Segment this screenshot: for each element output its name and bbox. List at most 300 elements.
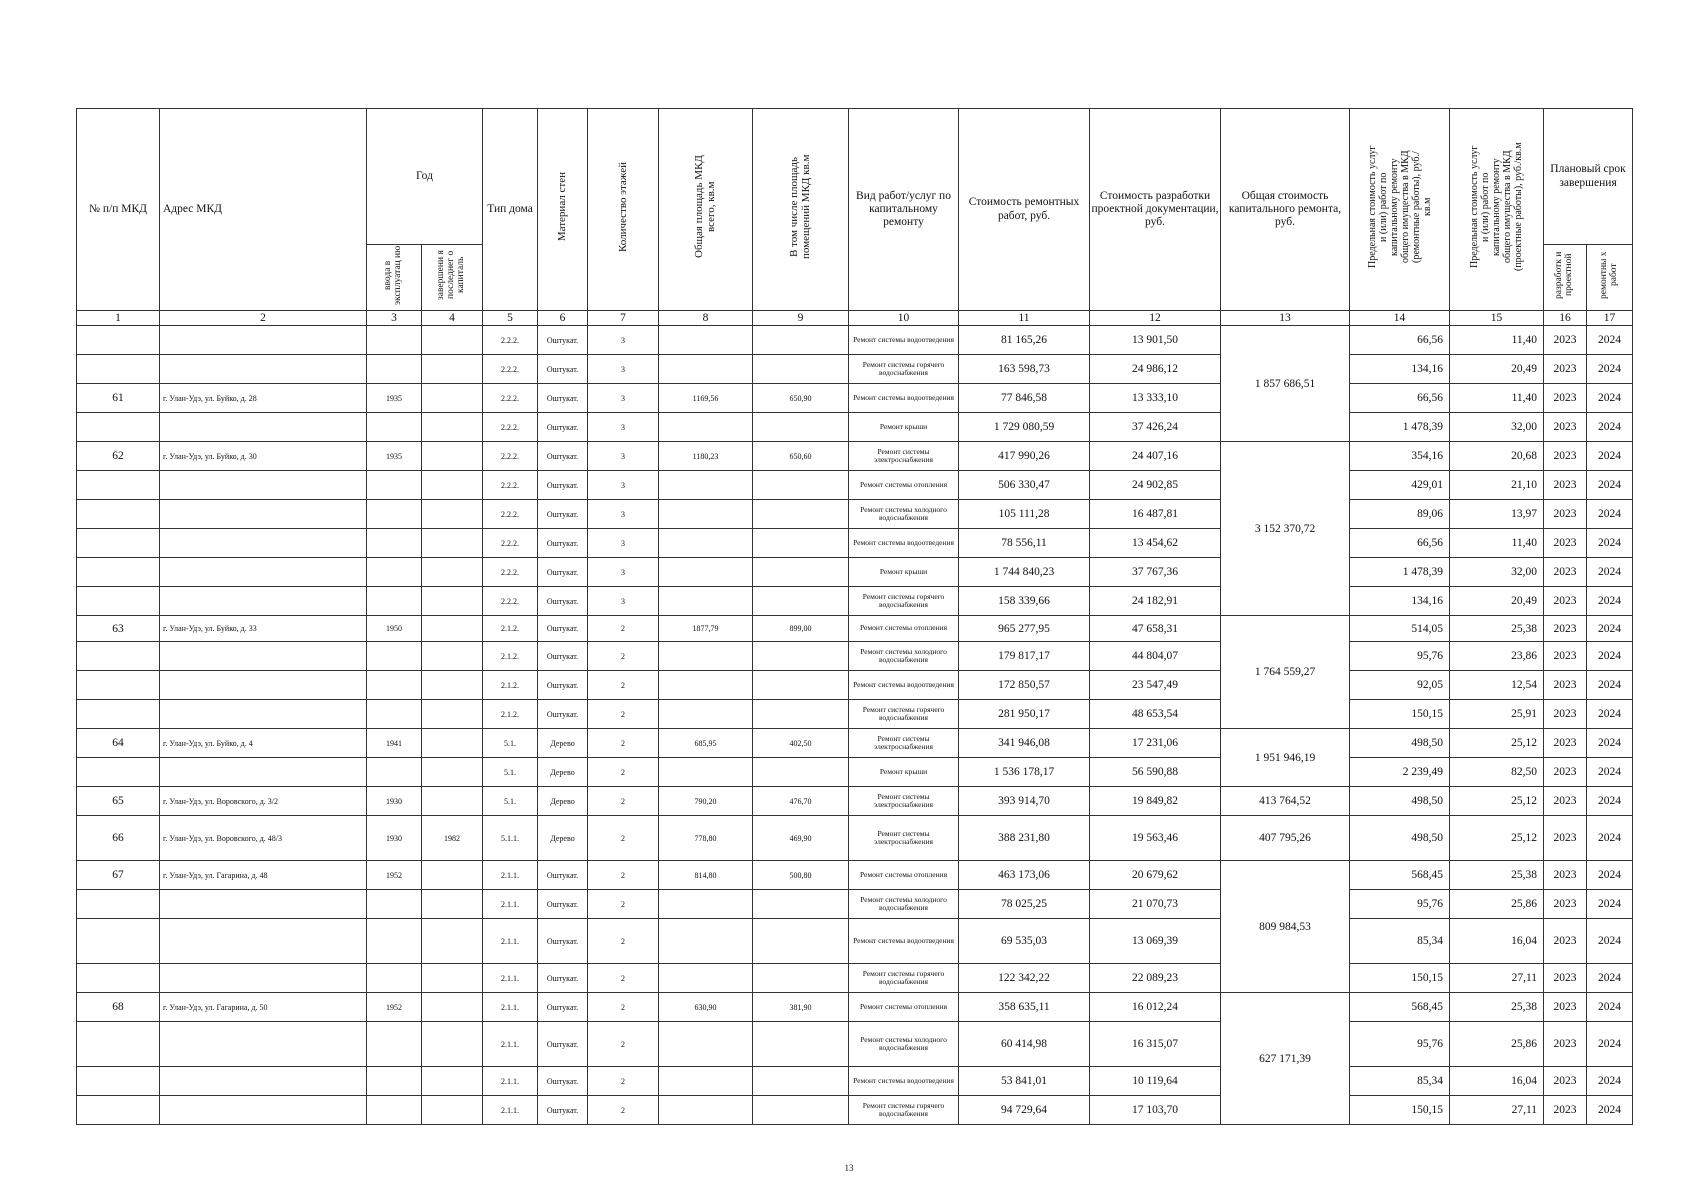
plan-repair-year: 2024 [1587,787,1633,816]
repair-cost: 78 556,11 [959,529,1090,558]
year-last-repair [422,890,483,919]
residential-area: 650,90 [753,384,849,413]
mkd-number: 62 [77,442,160,471]
plan-design-year: 2023 [1544,529,1587,558]
mkd-number [77,1067,160,1096]
residential-area: 899,00 [753,616,849,642]
column-number: 10 [849,311,959,326]
repair-cost: 1 729 080,59 [959,413,1090,442]
address [160,558,367,587]
year-last-repair [422,529,483,558]
house-type: 2.1.1. [483,1067,538,1096]
year-commissioning [367,890,422,919]
limit-repair: 568,45 [1350,861,1450,890]
plan-design-year: 2023 [1544,384,1587,413]
repair-cost: 463 173,06 [959,861,1090,890]
table-row [77,384,1633,413]
mkd-number: 61 [77,384,160,413]
mkd-number [77,500,160,529]
total-area: 790,20 [659,787,753,816]
house-type: 2.2.2. [483,442,538,471]
plan-repair-year: 2024 [1587,413,1633,442]
residential-area [753,587,849,616]
total-cost: 1 764 559,27 [1221,616,1350,729]
total-area [659,1067,753,1096]
work-type: Ремонт системы холодного водоснабжения [849,1022,959,1067]
wall-material: Оштукат. [538,442,588,471]
work-type: Ремонт крыши [849,558,959,587]
plan-design-year: 2023 [1544,326,1587,355]
wall-material: Оштукат. [538,529,588,558]
address [160,326,367,355]
year-commissioning: 1930 [367,816,422,861]
address [160,964,367,993]
year-commissioning [367,642,422,671]
address: г. Улан-Удэ, ул. Буйко, д. 4 [160,729,367,758]
plan-design-year: 2023 [1544,642,1587,671]
limit-repair: 568,45 [1350,993,1450,1022]
header-plan-repair-text: ремонтны х работ [1598,251,1619,299]
total-area: 1877,79 [659,616,753,642]
limit-repair: 150,15 [1350,700,1450,729]
wall-material: Оштукат. [538,890,588,919]
repair-cost: 105 111,28 [959,500,1090,529]
year-last-repair [422,558,483,587]
plan-design-year: 2023 [1544,919,1587,964]
work-type: Ремонт системы горячего водоснабжения [849,964,959,993]
floors: 2 [588,671,659,700]
design-cost: 17 103,70 [1090,1096,1221,1125]
residential-area [753,758,849,787]
house-type: 2.1.2. [483,671,538,700]
table-row [77,993,1633,1022]
floors: 3 [588,326,659,355]
capital-repair-table [76,108,1633,1125]
residential-area: 402,50 [753,729,849,758]
year-last-repair [422,919,483,964]
work-type: Ремонт системы отопления [849,993,959,1022]
house-type: 2.2.2. [483,355,538,384]
header-limit-design [1450,109,1544,311]
plan-repair-year: 2024 [1587,758,1633,787]
total-cost: 627 171,39 [1221,993,1350,1125]
floors: 2 [588,890,659,919]
residential-area [753,700,849,729]
address: г. Улан-Удэ, ул. Буйко, д. 28 [160,384,367,413]
work-type: Ремонт системы водоотведения [849,919,959,964]
header-mkd-number: № п/п МКД [77,109,160,311]
header-floors-text: Количество этажей [616,161,629,253]
year-commissioning [367,919,422,964]
year-last-repair [422,787,483,816]
repair-cost: 163 598,73 [959,355,1090,384]
address [160,529,367,558]
plan-repair-year: 2024 [1587,326,1633,355]
table-row [77,616,1633,642]
residential-area: 500,80 [753,861,849,890]
header-plan-design [1544,245,1587,311]
table-row [77,500,1633,529]
house-type: 2.2.2. [483,558,538,587]
work-type: Ремонт системы горячего водоснабжения [849,1096,959,1125]
column-number: 13 [1221,311,1350,326]
house-type: 5.1. [483,729,538,758]
residential-area [753,671,849,700]
limit-repair: 134,16 [1350,587,1450,616]
limit-repair: 498,50 [1350,787,1450,816]
mkd-number [77,700,160,729]
year-last-repair [422,758,483,787]
limit-repair: 95,76 [1350,642,1450,671]
year-commissioning [367,355,422,384]
plan-design-year: 2023 [1544,758,1587,787]
plan-repair-year: 2024 [1587,500,1633,529]
column-number: 16 [1544,311,1587,326]
table-row [77,861,1633,890]
wall-material: Оштукат. [538,700,588,729]
mkd-number: 65 [77,787,160,816]
header-row [77,109,1633,245]
year-last-repair [422,355,483,384]
work-type: Ремонт системы холодного водоснабжения [849,500,959,529]
address: г. Улан-Удэ, ул. Гагарина, д. 50 [160,993,367,1022]
total-area [659,700,753,729]
mkd-number: 67 [77,861,160,890]
repair-cost: 60 414,98 [959,1022,1090,1067]
floors: 2 [588,642,659,671]
column-number: 7 [588,311,659,326]
repair-cost: 393 914,70 [959,787,1090,816]
year-commissioning [367,758,422,787]
design-cost: 44 804,07 [1090,642,1221,671]
house-type: 5.1. [483,787,538,816]
table-row [77,816,1633,861]
plan-repair-year: 2024 [1587,442,1633,471]
address: г. Улан-Удэ, ул. Гагарина, д. 48 [160,861,367,890]
residential-area: 381,90 [753,993,849,1022]
limit-design: 27,11 [1450,1096,1544,1125]
wall-material: Оштукат. [538,471,588,500]
floors: 3 [588,413,659,442]
floors: 3 [588,587,659,616]
limit-design: 20,68 [1450,442,1544,471]
mkd-number [77,1096,160,1125]
design-cost: 16 315,07 [1090,1022,1221,1067]
plan-repair-year: 2024 [1587,642,1633,671]
wall-material: Оштукат. [538,1067,588,1096]
year-commissioning [367,1067,422,1096]
limit-design: 25,38 [1450,993,1544,1022]
floors: 2 [588,758,659,787]
header-year-commissioning [367,245,422,311]
year-last-repair [422,1022,483,1067]
plan-design-year: 2023 [1544,355,1587,384]
work-type: Ремонт системы отопления [849,861,959,890]
year-commissioning [367,413,422,442]
total-area [659,558,753,587]
limit-design: 25,12 [1450,816,1544,861]
plan-design-year: 2023 [1544,861,1587,890]
table-row [77,1096,1633,1125]
residential-area [753,500,849,529]
address [160,700,367,729]
mkd-number [77,587,160,616]
total-area [659,500,753,529]
wall-material: Оштукат. [538,1022,588,1067]
design-cost: 17 231,06 [1090,729,1221,758]
limit-repair: 66,56 [1350,529,1450,558]
limit-repair: 1 478,39 [1350,413,1450,442]
plan-repair-year: 2024 [1587,616,1633,642]
wall-material: Дерево [538,729,588,758]
year-commissioning [367,671,422,700]
floors: 2 [588,993,659,1022]
table-row [77,326,1633,355]
residential-area [753,1067,849,1096]
work-type: Ремонт системы горячего водоснабжения [849,587,959,616]
wall-material: Оштукат. [538,861,588,890]
total-cost: 3 152 370,72 [1221,442,1350,616]
total-area [659,355,753,384]
floors: 2 [588,616,659,642]
column-number: 6 [538,311,588,326]
limit-repair: 498,50 [1350,816,1450,861]
design-cost: 13 454,62 [1090,529,1221,558]
design-cost: 16 487,81 [1090,500,1221,529]
repair-cost: 122 342,22 [959,964,1090,993]
wall-material: Оштукат. [538,964,588,993]
plan-repair-year: 2024 [1587,1022,1633,1067]
limit-design: 25,86 [1450,890,1544,919]
table-row [77,890,1633,919]
mkd-number [77,326,160,355]
table-row [77,1067,1633,1096]
work-type: Ремонт системы отопления [849,616,959,642]
table-row [77,442,1633,471]
plan-design-year: 2023 [1544,787,1587,816]
address [160,500,367,529]
floors: 2 [588,919,659,964]
repair-cost: 388 231,80 [959,816,1090,861]
year-last-repair [422,442,483,471]
column-number: 3 [367,311,422,326]
floors: 2 [588,816,659,861]
design-cost: 13 333,10 [1090,384,1221,413]
plan-repair-year: 2024 [1587,993,1633,1022]
header-floors [588,109,659,311]
design-cost: 37 426,24 [1090,413,1221,442]
address [160,890,367,919]
limit-repair: 1 478,39 [1350,558,1450,587]
year-last-repair [422,326,483,355]
floors: 3 [588,529,659,558]
wall-material: Оштукат. [538,355,588,384]
plan-repair-year: 2024 [1587,700,1633,729]
design-cost: 24 986,12 [1090,355,1221,384]
residential-area [753,355,849,384]
total-area [659,471,753,500]
wall-material: Оштукат. [538,1096,588,1125]
header-repair-cost: Стоимость ремонтных работ, руб. [959,109,1090,311]
total-area [659,587,753,616]
total-area [659,413,753,442]
limit-repair: 66,56 [1350,326,1450,355]
address [160,413,367,442]
address: г. Улан-Удэ, ул. Воровского, д. 48/3 [160,816,367,861]
design-cost: 24 407,16 [1090,442,1221,471]
year-commissioning [367,700,422,729]
plan-repair-year: 2024 [1587,861,1633,890]
work-type: Ремонт системы водоотведения [849,1067,959,1096]
address: г. Улан-Удэ, ул. Буйко, д. 30 [160,442,367,471]
repair-cost: 358 635,11 [959,993,1090,1022]
design-cost: 47 658,31 [1090,616,1221,642]
address [160,471,367,500]
year-last-repair: 1982 [422,816,483,861]
mkd-number [77,471,160,500]
total-cost: 1 951 946,19 [1221,729,1350,787]
table-row [77,700,1633,729]
year-commissioning [367,500,422,529]
wall-material: Дерево [538,787,588,816]
header-wall-material-text: Материал стен [556,172,569,242]
limit-design: 27,11 [1450,964,1544,993]
plan-repair-year: 2024 [1587,384,1633,413]
plan-repair-year: 2024 [1587,355,1633,384]
work-type: Ремонт крыши [849,758,959,787]
year-commissioning: 1950 [367,616,422,642]
plan-design-year: 2023 [1544,471,1587,500]
wall-material: Оштукат. [538,616,588,642]
column-number: 15 [1450,311,1544,326]
work-type: Ремонт крыши [849,413,959,442]
mkd-number [77,890,160,919]
column-number: 9 [753,311,849,326]
total-area [659,758,753,787]
table-row [77,919,1633,964]
mkd-number [77,558,160,587]
residential-area [753,558,849,587]
limit-design: 32,00 [1450,558,1544,587]
plan-design-year: 2023 [1544,1096,1587,1125]
limit-design: 20,49 [1450,587,1544,616]
plan-design-year: 2023 [1544,964,1587,993]
design-cost: 48 653,54 [1090,700,1221,729]
year-commissioning [367,587,422,616]
table-row [77,558,1633,587]
limit-design: 82,50 [1450,758,1544,787]
wall-material: Оштукат. [538,587,588,616]
address [160,1022,367,1067]
residential-area [753,1096,849,1125]
plan-design-year: 2023 [1544,442,1587,471]
limit-repair: 134,16 [1350,355,1450,384]
work-type: Ремонт системы электроснабжения [849,442,959,471]
repair-cost: 53 841,01 [959,1067,1090,1096]
page-number: 13 [844,1163,854,1173]
limit-design: 11,40 [1450,529,1544,558]
mkd-number [77,642,160,671]
wall-material: Оштукат. [538,326,588,355]
residential-area [753,890,849,919]
year-last-repair [422,587,483,616]
plan-repair-year: 2024 [1587,729,1633,758]
mkd-number [77,529,160,558]
year-commissioning [367,529,422,558]
year-last-repair [422,616,483,642]
house-type: 2.1.1. [483,993,538,1022]
house-type: 2.2.2. [483,529,538,558]
column-numbers-row [77,311,1633,326]
address: г. Улан-Удэ, ул. Воровского, д. 3/2 [160,787,367,816]
floors: 2 [588,1022,659,1067]
residential-area [753,529,849,558]
floors: 2 [588,700,659,729]
table-row [77,587,1633,616]
floors: 3 [588,355,659,384]
mkd-number [77,1022,160,1067]
mkd-number [77,758,160,787]
header-work-type: Вид работ/услуг по капитальному ремонту [849,109,959,311]
floors: 2 [588,787,659,816]
work-type: Ремонт системы холодного водоснабжения [849,890,959,919]
limit-repair: 498,50 [1350,729,1450,758]
limit-repair: 85,34 [1350,1067,1450,1096]
plan-design-year: 2023 [1544,1067,1587,1096]
header-year: Год [367,109,483,245]
house-type: 5.1. [483,758,538,787]
work-type: Ремонт системы электроснабжения [849,729,959,758]
header-limit-design-text: Предельная стоимость услуг и (или) работ по капитальному ремонту общего имущества в МКД (проектные работы), руб./кв.м [1469,142,1525,272]
repair-cost: 78 025,25 [959,890,1090,919]
limit-repair: 92,05 [1350,671,1450,700]
floors: 2 [588,729,659,758]
repair-cost: 1 536 178,17 [959,758,1090,787]
year-commissioning [367,326,422,355]
design-cost: 22 089,23 [1090,964,1221,993]
year-last-repair [422,471,483,500]
header-limit-repair [1350,109,1450,311]
work-type: Ремонт системы водоотведения [849,326,959,355]
plan-repair-year: 2024 [1587,890,1633,919]
wall-material: Оштукат. [538,993,588,1022]
year-last-repair [422,993,483,1022]
plan-design-year: 2023 [1544,700,1587,729]
design-cost: 37 767,36 [1090,558,1221,587]
design-cost: 21 070,73 [1090,890,1221,919]
address [160,355,367,384]
plan-repair-year: 2024 [1587,964,1633,993]
limit-design: 25,38 [1450,616,1544,642]
header-residential-area [753,109,849,311]
wall-material: Оштукат. [538,642,588,671]
header-address: Адрес МКД [160,109,367,311]
plan-repair-year: 2024 [1587,471,1633,500]
plan-design-year: 2023 [1544,993,1587,1022]
design-cost: 19 849,82 [1090,787,1221,816]
total-area [659,529,753,558]
total-area [659,671,753,700]
residential-area: 650,60 [753,442,849,471]
limit-design: 12,54 [1450,671,1544,700]
year-last-repair [422,671,483,700]
work-type: Ремонт системы холодного водоснабжения [849,642,959,671]
year-last-repair [422,700,483,729]
house-type: 2.2.2. [483,471,538,500]
address [160,587,367,616]
year-commissioning: 1935 [367,442,422,471]
total-area: 685,95 [659,729,753,758]
